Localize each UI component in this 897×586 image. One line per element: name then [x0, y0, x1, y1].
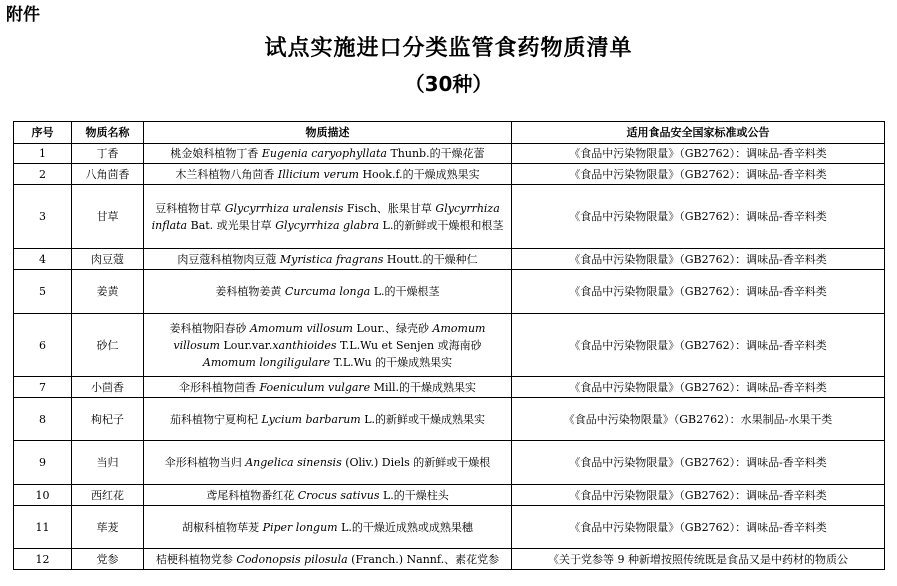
cell-description: 桃金娘科植物丁香 Eugenia caryophyllata Thunb.的干燥花蕾 — [144, 144, 512, 164]
table-row — [14, 185, 885, 249]
cell-number: 7 — [14, 377, 72, 398]
cell-number: 9 — [14, 441, 72, 485]
table-row — [14, 164, 885, 185]
cell-name: 党参 — [72, 549, 144, 570]
table-row — [14, 270, 885, 314]
cell-standard: 《食品中污染物限量》（GB2762）：调味品-香辛料类 — [512, 270, 885, 314]
header-number: 序号 — [14, 122, 72, 144]
cell-name: 西红花 — [72, 485, 144, 506]
table-body — [14, 144, 885, 570]
cell-description: 豆科植物甘草 Glycyrrhiza uralensis Fisch、胀果甘草 Glycyrrhiza inflata Bat. 或光果甘草 Glycyrrhiza glabra L.的新鲜或干燥根和根茎 — [144, 185, 512, 249]
table-header-row — [14, 122, 885, 144]
attachment-label: 附件 — [6, 5, 40, 25]
cell-number: 6 — [14, 314, 72, 377]
cell-number: 8 — [14, 398, 72, 441]
cell-name: 姜黄 — [72, 270, 144, 314]
cell-name: 当归 — [72, 441, 144, 485]
cell-description: 木兰科植物八角茴香 Illicium verum Hook.f.的干燥成熟果实 — [144, 164, 512, 185]
cell-name: 砂仁 — [72, 314, 144, 377]
cell-number: 4 — [14, 249, 72, 270]
cell-standard: 《食品中污染物限量》（GB2762）：调味品-香辛料类 — [512, 185, 885, 249]
cell-description: 伞形科植物当归 Angelica sinensis (Oliv.) Diels 的新鲜或干燥根 — [144, 441, 512, 485]
cell-description: 姜科植物阳春砂 Amomum villosum Lour.、绿壳砂 Amomum villosum Lour.var.xanthioides T.L.Wu et Senjen 或海南砂 Amomum longiligulare T.L.Wu 的干燥成熟果实 — [144, 314, 512, 377]
cell-description: 肉豆蔻科植物肉豆蔻 Myristica fragrans Houtt.的干燥种仁 — [144, 249, 512, 270]
document-title: 试点实施进口分类监管食药物质清单 — [264, 36, 633, 61]
cell-standard: 《食品中污染物限量》（GB2762）：调味品-香辛料类 — [512, 144, 885, 164]
cell-number: 1 — [14, 144, 72, 164]
cell-name: 丁香 — [72, 144, 144, 164]
cell-description: 伞形科植物茴香 Foeniculum vulgare Mill.的干燥成熟果实 — [144, 377, 512, 398]
cell-name: 小茴香 — [72, 377, 144, 398]
cell-standard: 《食品中污染物限量》（GB2762）：调味品-香辛料类 — [512, 441, 885, 485]
cell-description: 茄科植物宁夏枸杞 Lycium barbarum L.的新鲜或干燥成熟果实 — [144, 398, 512, 441]
table-row — [14, 398, 885, 441]
cell-number: 11 — [14, 506, 72, 549]
table-row — [14, 441, 885, 485]
cell-number: 5 — [14, 270, 72, 314]
cell-name: 枸杞子 — [72, 398, 144, 441]
table-row — [14, 506, 885, 549]
cell-number: 3 — [14, 185, 72, 249]
cell-name: 八角茴香 — [72, 164, 144, 185]
cell-description: 鸢尾科植物番红花 Crocus sativus L.的干燥柱头 — [144, 485, 512, 506]
cell-standard: 《食品中污染物限量》（GB2762）：调味品-香辛料类 — [512, 377, 885, 398]
cell-name: 肉豆蔻 — [72, 249, 144, 270]
cell-standard: 《食品中污染物限量》（GB2762）：调味品-香辛料类 — [512, 506, 885, 549]
table-row — [14, 314, 885, 377]
cell-standard: 《食品中污染物限量》（GB2762）：水果制品-水果干类 — [512, 398, 885, 441]
document-subtitle: （30种） — [404, 72, 493, 96]
cell-standard: 《食品中污染物限量》（GB2762）：调味品-香辛料类 — [512, 314, 885, 377]
header-description: 物质描述 — [144, 122, 512, 144]
cell-standard: 《关于党参等 9 种新增按照传统既是食品又是中药材的物质公 — [512, 549, 885, 570]
cell-number: 2 — [14, 164, 72, 185]
cell-number: 12 — [14, 549, 72, 570]
header-name: 物质名称 — [72, 122, 144, 144]
header-standard: 适用食品安全国家标准或公告 — [512, 122, 885, 144]
table-row — [14, 377, 885, 398]
table-row — [14, 249, 885, 270]
cell-name: 甘草 — [72, 185, 144, 249]
cell-description: 姜科植物姜黄 Curcuma longa L.的干燥根茎 — [144, 270, 512, 314]
table-row — [14, 485, 885, 506]
table-row — [14, 549, 885, 570]
substance-table — [13, 121, 885, 570]
cell-name: 荜茇 — [72, 506, 144, 549]
cell-description: 桔梗科植物党参 Codonopsis pilosula (Franch.) Nannf.、素花党参 — [144, 549, 512, 570]
cell-standard: 《食品中污染物限量》（GB2762）：调味品-香辛料类 — [512, 249, 885, 270]
cell-standard: 《食品中污染物限量》（GB2762）：调味品-香辛料类 — [512, 485, 885, 506]
cell-number: 10 — [14, 485, 72, 506]
cell-description: 胡椒科植物荜茇 Piper longum L.的干燥近成熟或成熟果穗 — [144, 506, 512, 549]
cell-standard: 《食品中污染物限量》（GB2762）：调味品-香辛料类 — [512, 164, 885, 185]
table-row — [14, 144, 885, 164]
